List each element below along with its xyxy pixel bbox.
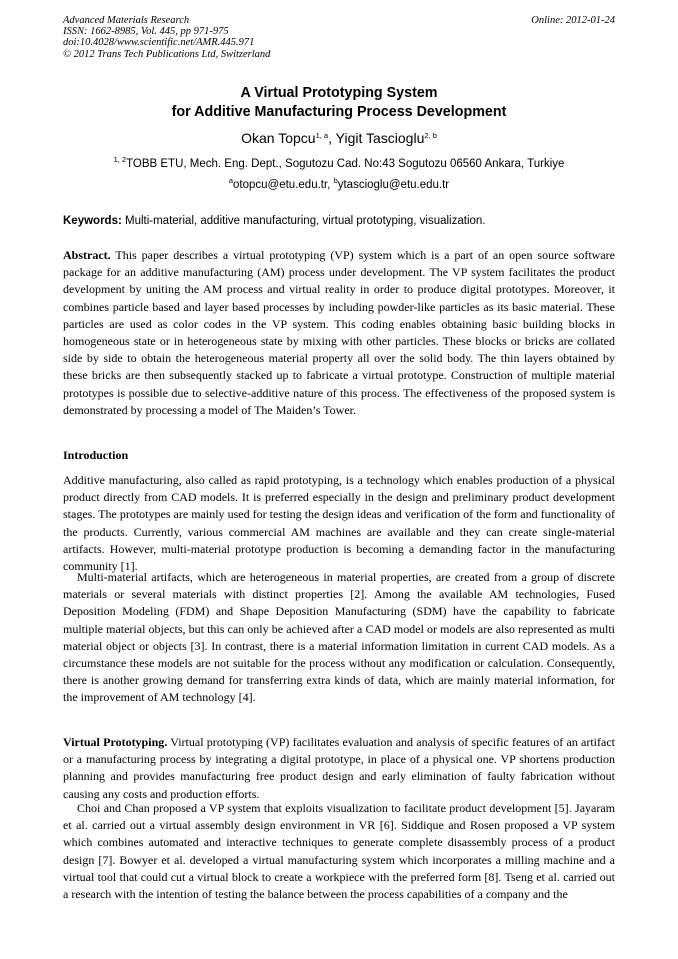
- doi-line: doi:10.4028/www.scientific.net/AMR.445.971: [63, 37, 255, 49]
- keywords-label: Keywords:: [63, 215, 122, 227]
- author-emails: [63, 178, 615, 192]
- author-1-marker: 1, a: [315, 131, 329, 140]
- virtual-prototyping-text: Virtual prototyping (VP) facilitates evaluation and analysis of specific features of an artifact or a manufacturing process by integrating a digital prototype, in place of a physical one. VP shortens production planning and provides manufacturing free product design and early elimination of faulty fabrication without causing any costs and production efforts.: [63, 735, 615, 801]
- introduction-paragraph-1: Additive manufacturing, also called as rapid prototyping, is a technology which enables production of a physical product directly from CAD models. It is preferred especially in the design and preliminary product development stages. The prototypes are mainly used for testing the design ideas and verification of the form and functionality of the products. Currently, various commercial AM machines are available and they can create single-material artifacts. However, multi-material prototype production is becoming a demanding factor in the manufacturing community [1].: [63, 473, 615, 574]
- affiliation: [63, 157, 615, 171]
- title-line-1: A Virtual Prototyping System: [240, 85, 438, 101]
- author-separator: ,: [328, 130, 336, 146]
- virtual-prototyping-paragraph-2: Choi and Chan proposed a VP system that exploits visualization to facilitate product development [5]. Jayaram et al. carried out a virtual assembly design environment in VR [6]. Siddique and Rosen proposed a VP system which combines automated and interactive techniques to generate complete disassembly process of a product design [7]. Bowyer et al. developed a virtual manufacturing system which incorporates a milling machine and a virtual tool that could cut a virtual block to create a workpiece with the preferred form [8]. Tseng et al. carried out a research with the intention of testing the balance between the process capabilities of a company and the: [63, 801, 615, 902]
- email-a[interactable]: otopcu@etu.edu.tr: [233, 179, 328, 191]
- title-line-2: for Additive Manufacturing Process Development: [171, 103, 507, 120]
- author-list: [63, 129, 615, 147]
- issn-line: ISSN: 1662-8985, Vol. 445, pp 971-975: [63, 26, 229, 38]
- introduction-paragraph-2: Multi-material artifacts, which are heterogeneous in material properties, are created from a group of discrete materials or several materials with distinct properties [2]. Among the available AM technologies, Fused Deposition Modeling (FDM) and Shape Deposition Manufacturing (SDM) have the capability to fabricate multiple material objects, but this can only be achieved after a CAD model or models are also represented as multi material object or objects [3]. In contrast, there is a material information limitation in current CAD models. As a circumstance these models are not suitable for the process without any modification or calculation. Consequently, there is another growing demand for transferring extra kinds of data, which are mainly material information, for the improvement of AM technology [4].: [63, 570, 615, 705]
- email-b-marker: b: [333, 176, 338, 185]
- author-2: Yigit Tascioglu: [335, 130, 425, 146]
- author-2-marker: 2, b: [424, 131, 437, 140]
- abstract-text: This paper describes a virtual prototyping (VP) system which is a part of an open source software package for an additive manufacturing (AM) process under development. The VP system facilitates the product development by uniting the AM process and virtual reality in order to produce digital prototypes. Moreover, it combines particle based and layer based processes by including powder-like particles as its basic material. These particles are used as color codes in the VP system. This coding enables obtaining basic building blocks in homogeneous state or in heterogeneous state by mixing with other particles. These blocks or bricks are collated side by side to obtain the heterogeneous material property all over the solid body. The thin layers obtained by these bricks are then subsequently stacked up to fabricate a virtual prototype. Construction of multiple material prototypes is possible due to selective-additive nature of this process. The effectiveness of the proposed system is demonstrated by processing a model of The Maiden’s Tower.: [63, 248, 615, 417]
- abstract: [63, 247, 615, 419]
- introduction-heading: Introduction: [63, 448, 129, 462]
- virtual-prototyping-paragraph-1: [63, 734, 615, 803]
- abstract-label: Abstract.: [63, 248, 111, 262]
- journal-name: Advanced Materials Research: [63, 15, 190, 26]
- virtual-prototyping-label: Virtual Prototyping.: [63, 735, 168, 749]
- journal-header: [63, 15, 615, 60]
- affiliation-marker: 1, 2: [113, 155, 127, 164]
- email-b[interactable]: ytascioglu@etu.edu.tr: [337, 179, 450, 191]
- email-a-marker: a: [228, 176, 234, 185]
- email-separator: ,: [327, 179, 334, 191]
- copyright-line: © 2012 Trans Tech Publications Ltd, Switzerland: [63, 48, 271, 60]
- affiliation-text: TOBB ETU, Mech. Eng. Dept., Sogutozu Cad. No:43 Sogutozu 06560 Ankara, Turkiye: [126, 158, 565, 170]
- keywords-text: Multi-material, additive manufacturing, virtual prototyping, visualization.: [121, 215, 486, 227]
- author-1: Okan Topcu: [241, 130, 316, 146]
- keywords: [63, 214, 615, 228]
- online-date: Online: 2012-01-24: [531, 15, 615, 26]
- paper-title: [63, 84, 615, 121]
